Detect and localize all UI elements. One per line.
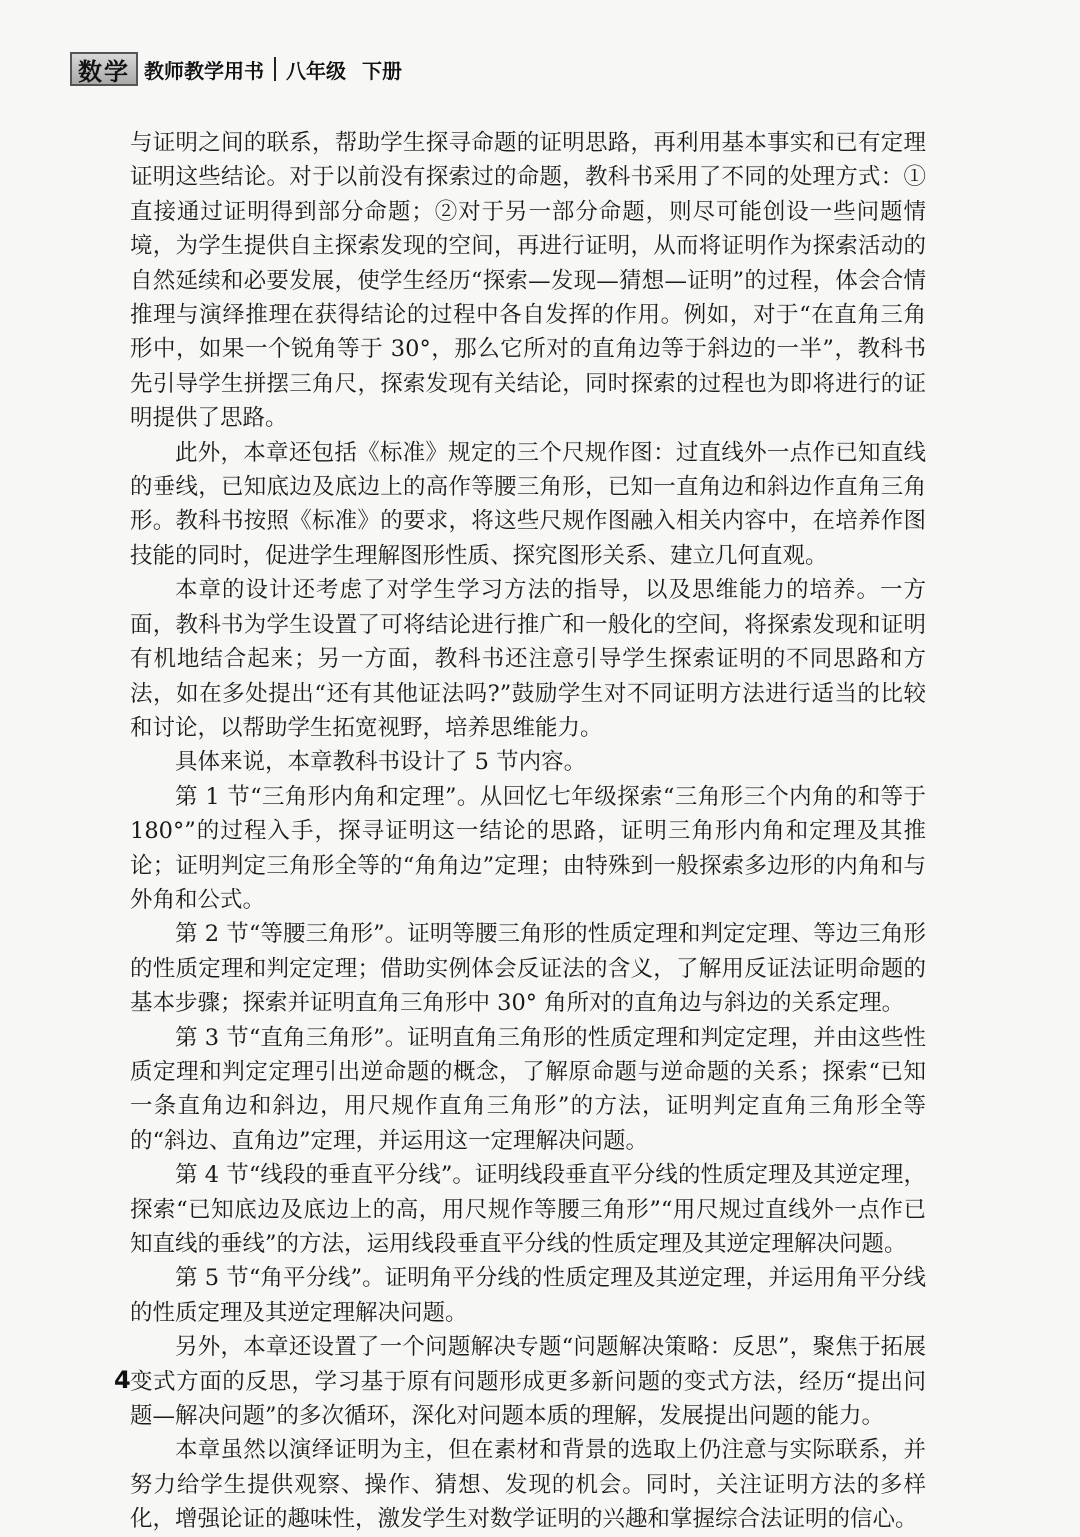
paragraph-section-3: 第 3 节“直角三角形”。证明直角三角形的性质定理和判定定理，并由这些性质定理和判定定理引出逆命题的概念，了解原命题与逆命题的关系；探索“已知一条直角边和斜边，用尺规作直角三角形”的方法，证明判定直角三角形全等的“斜边、直角边”定理，并运用这一定理解决问题。 bbox=[130, 1024, 926, 1154]
book-title: 教师教学用书 bbox=[144, 58, 264, 83]
paragraph-conclusion: 本章虽然以演绎证明为主，但在素材和背景的选取上仍注意与实际联系，并努力给学生提供观察、操作、猜想、发现的机会。同时，关注证明方法的多样化，增强论证的趣味性，激发学生对数学证明的兴趣和掌握综合法证明的信心。 bbox=[130, 1437, 926, 1533]
page-number: 4 bbox=[114, 1366, 131, 1394]
grade-label: 八年级 bbox=[286, 58, 346, 83]
paragraph-overview: 具体来说，本章教科书设计了 5 节内容。 bbox=[175, 749, 587, 776]
header-divider bbox=[274, 57, 276, 81]
paragraph-section-5: 第 5 节“角平分线”。证明角平分线的性质定理及其逆定理，并运用角平分线的性质定理及其逆定理解决问题。 bbox=[130, 1265, 926, 1326]
paragraph-section-4: 第 4 节“线段的垂直平分线”。证明线段垂直平分线的性质定理及其逆定理，探索“已知底边及底边上的高，用尺规作等腰三角形”“用尺规过直线外一点作已知直线的垂线”的方法，运用线段垂直平分线的性质定理及其逆定理解决问题。 bbox=[130, 1162, 926, 1257]
paragraph-section-1: 第 1 节“三角形内角和定理”。从回忆七年级探索“三角形三个内角的和等于 180°”的过程入手，探寻证明这一结论的思路，证明三角形内角和定理及其推论；证明判定三角形全等的“角角边”定理；由特殊到一般探索多边形的内角和与外角和公式。 bbox=[130, 783, 926, 913]
math-logo bbox=[70, 52, 138, 86]
logo-text: 数学 bbox=[78, 57, 130, 86]
paragraph-section-2: 第 2 节“等腰三角形”。证明等腰三角形的性质定理和判定定理、等边三角形的性质定理和判定定理；借助实例体会反证法的含义，了解用反证法证明命题的基本步骤；探索并证明直角三角形中 30° 角所对的直角边与斜边的关系定理。 bbox=[130, 921, 926, 1017]
volume-label: 下册 bbox=[362, 58, 402, 83]
paragraph-special-topic: 另外，本章还设置了一个问题解决专题“问题解决策略：反思”，聚焦于拓展变式方面的反思，学习基于原有问题形成更多新问题的变式方法，经历“提出问题—解决问题”的多次循环，深化对问题本质的理解，发展提出问题的能力。 bbox=[130, 1334, 926, 1430]
paragraph-methods: 本章的设计还考虑了对学生学习方法的指导，以及思维能力的培养。一方面，教科书为学生设置了可将结论进行推广和一般化的空间，将探索发现和证明有机地结合起来；另一方面，教科书还注意引导学生探索证明的不同思路和方法，如在多处提出“还有其他证法吗?”鼓励学生对不同证明方法进行适当的比较和讨论，以帮助学生拓宽视野，培养思维能力。 bbox=[130, 577, 926, 741]
page-header bbox=[70, 52, 402, 86]
paragraph-constructions: 此外，本章还包括《标准》规定的三个尺规作图：过直线外一点作已知直线的垂线，已知底边及底边上的高作等腰三角形，已知一直角边和斜边作直角三角形。教科书按照《标准》的要求，将这些尺规作图融入相关内容中，在培养作图技能的同时，促进学生理解图形性质、探究图形关系、建立几何直观。 bbox=[130, 439, 926, 569]
paragraph-continued: 与证明之间的联系，帮助学生探寻命题的证明思路，再利用基本事实和已有定理证明这些结论。对于以前没有探索过的命题，教科书采用了不同的处理方式：①直接通过证明得到部分命题；②对于另一部分命题，则尽可能创设一些问题情境，为学生提供自主探索发现的空间，再进行证明，从而将证明作为探索活动的自然延续和必要发展，使学生经历“探索—发现—猜想—证明”的过程，体会合情推理与演绎推理在获得结论的过程中各自发挥的作用。例如，对于“在直角三角形中，如果一个锐角等于 30°，那么它所对的直角边等于斜边的一半”，教科书先引导学生拼摆三角尺，探索发现有关结论，同时探索的过程也为即将进行的证明提供了思路。 bbox=[130, 130, 926, 432]
body-text bbox=[130, 126, 926, 1537]
